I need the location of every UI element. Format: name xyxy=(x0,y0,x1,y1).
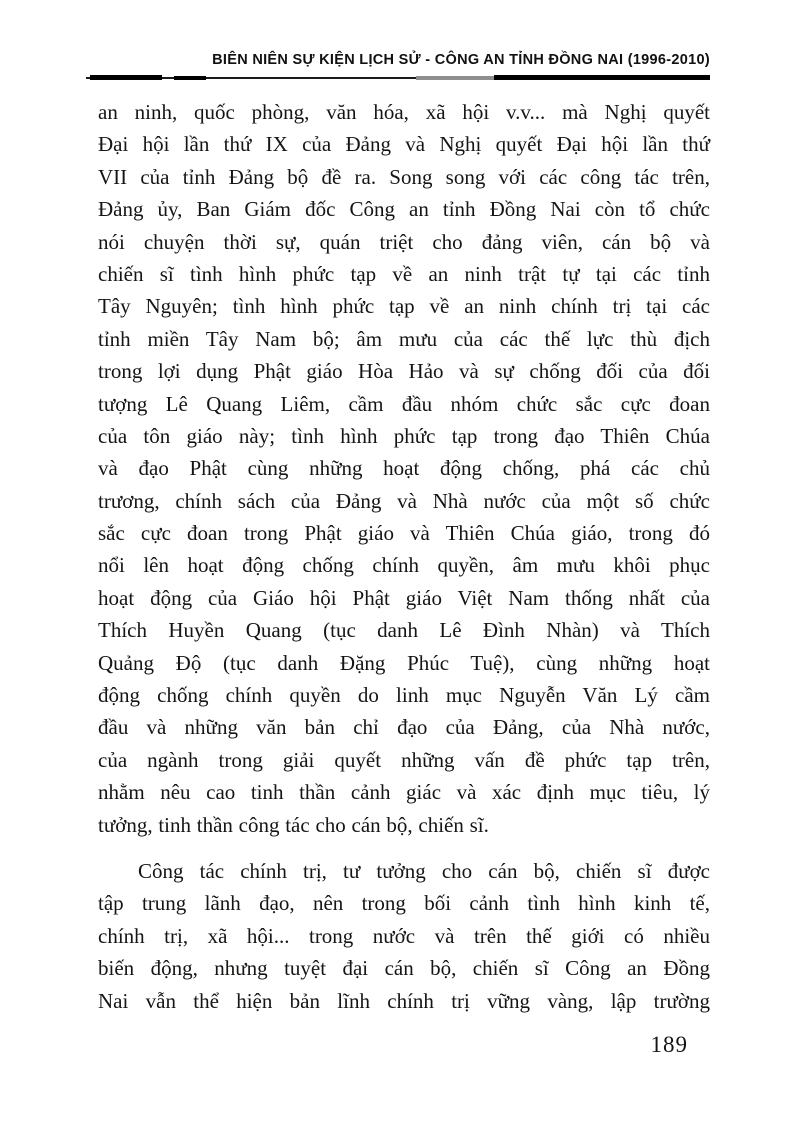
text-line: VII của tỉnh Đảng bộ đề ra. Song song với các công tác trên, xyxy=(98,164,710,189)
header-rule-segment xyxy=(90,75,162,80)
text-line: Đảng ủy, Ban Giám đốc Công an tỉnh Đồng Nai còn tổ chức xyxy=(98,197,710,222)
text-line: của tôn giáo này; tình hình phức tạp trong đạo Thiên Chúa xyxy=(98,423,710,448)
text-line: trương, chính sách của Đảng và Nhà nước của một số chức xyxy=(98,488,710,513)
text-line: hoạt động của Giáo hội Phật giáo Việt Nam thống nhất của xyxy=(98,585,710,610)
text-line: nhằm nêu cao tinh thần cảnh giác và xác định mục tiêu, lý xyxy=(98,780,710,805)
header-rule-segment xyxy=(416,76,496,80)
text-line: nói chuyện thời sự, quán triệt cho đảng viên, cán bộ và xyxy=(98,229,710,254)
paragraph xyxy=(98,855,710,1017)
text-line: chiến sĩ tình hình phức tạp về an ninh trật tự tại các tỉnh xyxy=(98,261,710,286)
text-line: và đạo Phật cùng những hoạt động chống, phá các chủ xyxy=(98,456,710,481)
page-number: 189 xyxy=(650,1032,688,1057)
text-line: tượng Lê Quang Liêm, cầm đầu nhóm chức sắc cực đoan xyxy=(98,391,710,416)
text-line: trong lợi dụng Phật giáo Hòa Hảo và sự chống đối của đối xyxy=(98,359,710,384)
header-rule-segment xyxy=(494,75,710,80)
text-line: Quảng Độ (tục danh Đặng Phúc Tuệ), cùng những hoạt xyxy=(98,650,710,675)
header-rule-segment xyxy=(174,76,206,80)
text-line: tập trung lãnh đạo, nên trong bối cảnh tình hình kinh tế, xyxy=(98,891,710,916)
text-line: Đại hội lần thứ IX của Đảng và Nghị quyết Đại hội lần thứ xyxy=(98,132,710,157)
text-line: của ngành trong giải quyết những vấn đề phức tạp trên, xyxy=(98,747,710,772)
text-line: Công tác chính trị, tư tưởng cho cán bộ, chiến sĩ được xyxy=(138,858,710,883)
text-line: đầu và những văn bản chỉ đạo của Đảng, của Nhà nước, xyxy=(98,715,710,740)
text-line: biến động, nhưng tuyệt đại cán bộ, chiến sĩ Công an Đồng xyxy=(98,956,710,981)
text-line: động chống chính quyền do linh mục Nguyễn Văn Lý cầm xyxy=(98,683,710,708)
text-line: tưởng, tinh thần công tác cho cán bộ, chiến sĩ. xyxy=(98,812,489,837)
text-line: Nai vẫn thể hiện bản lĩnh chính trị vững vàng, lập trường xyxy=(98,988,710,1013)
paragraph xyxy=(98,96,710,841)
text-line: tỉnh miền Tây Nam bộ; âm mưu của các thế lực thù địch xyxy=(98,326,710,351)
text-line: Thích Huyền Quang (tục danh Lê Đình Nhàn) và Thích xyxy=(98,618,710,643)
text-line: Tây Nguyên; tình hình phức tạp về an ninh chính trị tại các xyxy=(98,294,710,319)
text-line: sắc cực đoan trong Phật giáo và Thiên Chúa giáo, trong đó xyxy=(98,521,710,546)
running-header-title: BIÊN NIÊN SỰ KIỆN LỊCH SỬ - CÔNG AN TỈNH ĐỒNG NAI (1996-2010) xyxy=(212,52,710,68)
body-text xyxy=(98,96,710,1017)
text-line: an ninh, quốc phòng, văn hóa, xã hội v.v... mà Nghị quyết xyxy=(98,100,710,124)
text-line: chính trị, xã hội... trong nước và trên thế giới có nhiều xyxy=(98,923,710,948)
text-line: nổi lên hoạt động chống chính quyền, âm mưu khôi phục xyxy=(98,553,710,578)
header-rule xyxy=(86,77,710,79)
